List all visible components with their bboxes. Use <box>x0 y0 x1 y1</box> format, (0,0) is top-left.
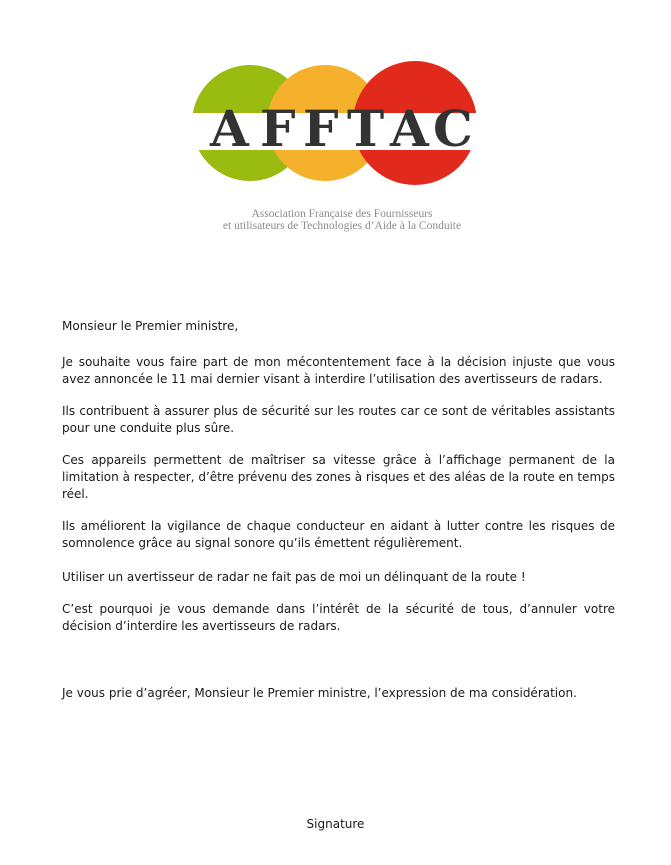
paragraph-3: Ces appareils permettent de maîtriser sa vitesse grâce à l’affichage permanent de la limitation à respecter, d’être prévenu des zones à risques et des aléas de la route en temps réel. <box>62 453 615 501</box>
letter-body <box>62 318 615 702</box>
paragraph-6: C’est pourquoi je vous demande dans l’intérêt de la sécurité de tous, d’annuler votre décision d’interdire les avertisseurs de radars. <box>62 602 615 633</box>
salutation: Monsieur le Premier ministre, <box>62 319 239 333</box>
paragraph-5: Utiliser un avertisseur de radar ne fait pas de moi un délinquant de la route ! <box>62 570 526 584</box>
logo-subtitle-line2: et utilisateurs de Technologies d’Aide à la Conduite <box>222 220 462 232</box>
paragraph-4: Ils améliorent la vigilance de chaque conducteur en aidant à lutter contre les risques de somnolence grâce au signal sonore qu’ils émettent régulièrement. <box>62 519 615 550</box>
logo-subtitle-line1: Association Française des Fournisseurs <box>251 208 433 220</box>
paragraph-2: Ils contribuent à assurer plus de sécurité sur les routes car ce sont de véritables assistants pour une conduite plus sûre. <box>62 404 615 435</box>
afftac-logo <box>190 50 490 240</box>
paragraph-1: Je souhaite vous faire part de mon mécontentement face à la décision injuste que vous avez annoncée le 11 mai dernier visant à interdire l’utilisation des avertisseurs de radars. <box>62 355 615 386</box>
logo-letter-5: A <box>390 99 429 158</box>
logo-letter-3: F <box>303 99 339 158</box>
logo-letter-4: T <box>347 99 385 158</box>
signature: Signature <box>306 817 365 831</box>
logo-graphic <box>190 50 490 240</box>
logo-letter-1: A <box>210 99 249 158</box>
logo-letter-6: C <box>433 99 473 158</box>
logo-letter-2: F <box>260 99 296 158</box>
closing: Je vous prie d’agréer, Monsieur le Premier ministre, l’expression de ma considération. <box>62 686 577 700</box>
